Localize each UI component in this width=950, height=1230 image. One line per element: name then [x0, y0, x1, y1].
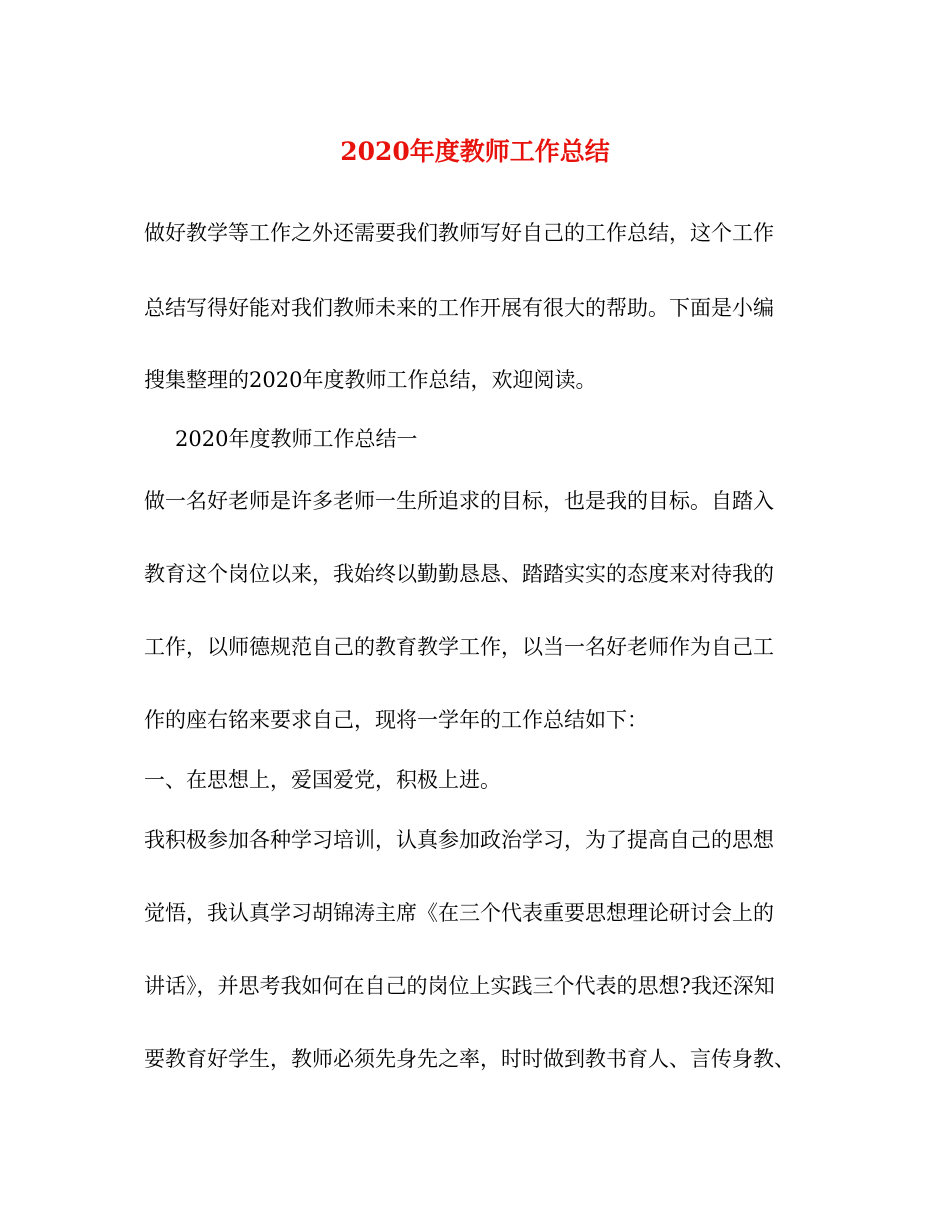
document-title: 2020年度教师工作总结: [340, 137, 610, 166]
paragraph-line: 讲话》，并思考我如何在自己的岗位上实践三个代表的思想?我还深知: [144, 974, 775, 998]
subsection-heading: 一、在思想上，爱国爱党，积极上进。: [144, 768, 501, 792]
paragraph-line: 工作，以师德规范自己的教育教学工作，以当一名好老师作为自己工: [144, 635, 774, 659]
paragraph-line: 搜集整理的2020年度教师工作总结，欢迎阅读。: [144, 368, 597, 392]
paragraph-line: 要教育好学生，教师必须先身先之率，时时做到教书育人、言传身教、: [144, 1047, 795, 1071]
section-heading: 2020年度教师工作总结一: [175, 427, 418, 451]
paragraph-line: 教育这个岗位以来，我始终以勤勤恳恳、踏踏实实的态度来对待我的: [144, 562, 774, 586]
paragraph-line: 做一名好老师是许多老师一生所追求的目标，也是我的目标。自踏入: [144, 489, 774, 513]
paragraph-line: 我积极参加各种学习培训，认真参加政治学习，为了提高自己的思想: [144, 828, 774, 852]
paragraph-line: 做好教学等工作之外还需要我们教师写好自己的工作总结，这个工作: [144, 221, 774, 245]
paragraph-line: 觉悟，我认真学习胡锦涛主席《在三个代表重要思想理论研讨会上的: [144, 901, 774, 925]
paragraph-line: 作的座右铭来要求自己，现将一学年的工作总结如下：: [144, 708, 648, 732]
paragraph-line: 总结写得好能对我们教师未来的工作开展有很大的帮助。下面是小编: [144, 296, 774, 320]
